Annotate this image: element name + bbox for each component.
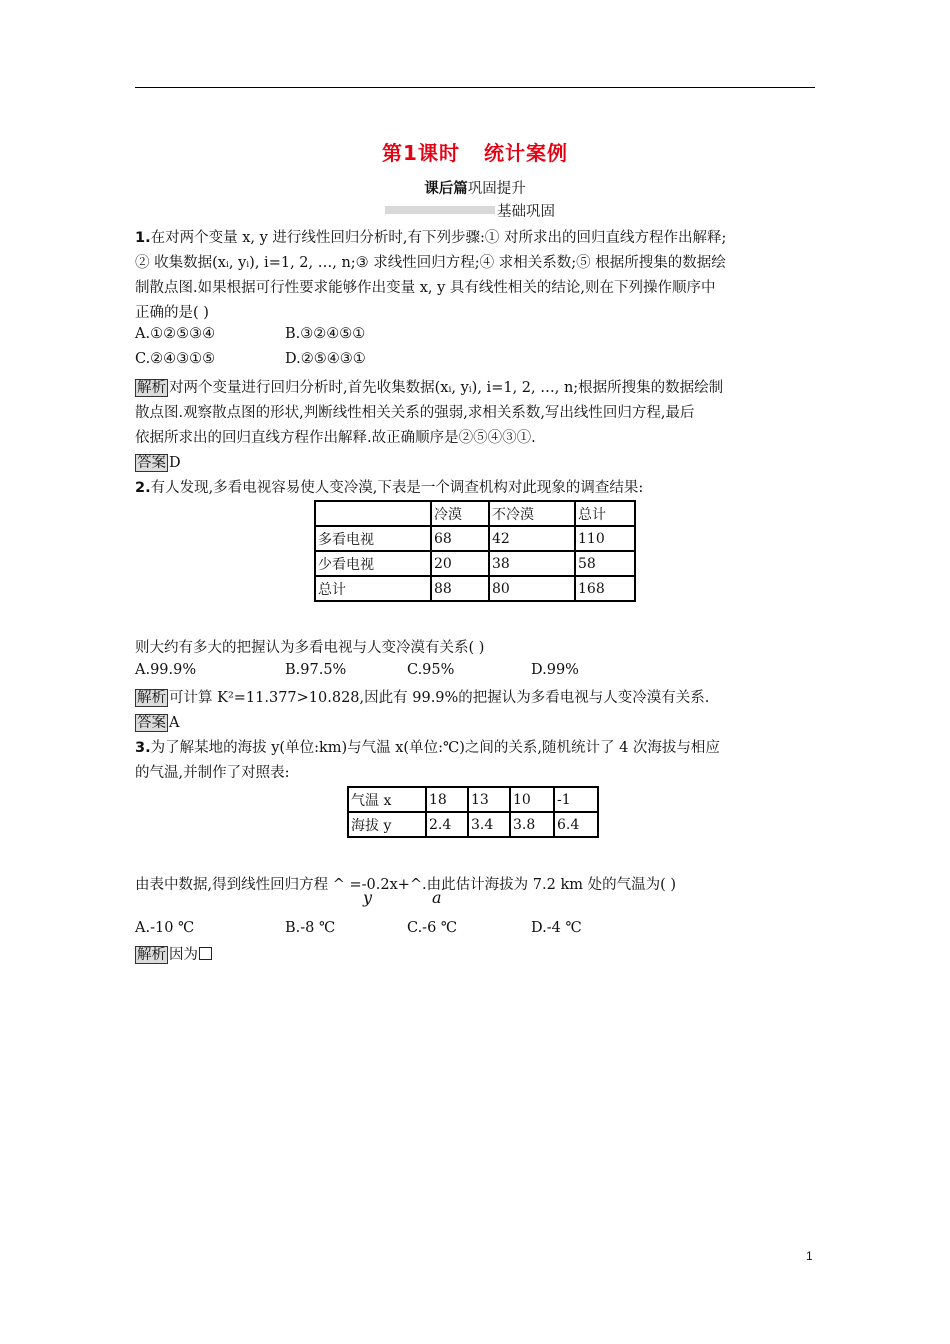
table-cell: 88 bbox=[431, 576, 489, 601]
q3-option-c: C.-6 ℃ bbox=[407, 920, 458, 936]
q3-table bbox=[347, 786, 599, 838]
table-cell: 少看电视 bbox=[315, 551, 431, 576]
subhead-rest: 巩固提升 bbox=[467, 181, 526, 197]
table-cell: 总计 bbox=[315, 576, 431, 601]
table-cell: -1 bbox=[554, 787, 598, 812]
section-label: 基础巩固 bbox=[497, 204, 555, 220]
table-cell: 58 bbox=[575, 551, 635, 576]
table-cell: 38 bbox=[489, 551, 575, 576]
q1-text1: 在对两个变量 x, y 进行线性回归分析时,有下列步骤:① 对所求出的回归直线方程作出解释; bbox=[150, 230, 727, 246]
missing-glyph-icon bbox=[199, 947, 212, 960]
table-cell: 42 bbox=[489, 526, 575, 551]
q3-option-a: A.-10 ℃ bbox=[135, 920, 195, 936]
page-number: 1 bbox=[806, 1249, 813, 1263]
q3-line2: 的气温,并制作了对照表: bbox=[135, 765, 290, 781]
table-cell: 海拔 y bbox=[348, 812, 426, 837]
q3-analysis-text: 因为 bbox=[169, 947, 198, 963]
q3-stem: 由表中数据,得到线性回归方程 ^ =-0.2x+^.由此估计海拔为 7.2 km 处的气温为( ) bbox=[135, 877, 677, 893]
table-cell: 2.4 bbox=[426, 812, 468, 837]
table-cell: 18 bbox=[426, 787, 468, 812]
q3-option-d: D.-4 ℃ bbox=[531, 920, 582, 936]
q2-analysis bbox=[135, 686, 815, 711]
q3-line1 bbox=[135, 736, 815, 761]
q2-number: 2. bbox=[135, 480, 151, 496]
page-title bbox=[0, 137, 950, 166]
table-row bbox=[315, 551, 635, 576]
table-cell: 不冷漠 bbox=[489, 501, 575, 526]
table-row bbox=[348, 787, 598, 812]
section-heading bbox=[385, 200, 565, 220]
table-cell: 168 bbox=[575, 576, 635, 601]
q2-table bbox=[314, 500, 636, 602]
table-cell: 总计 bbox=[575, 501, 635, 526]
q2-answer bbox=[135, 711, 815, 736]
q1-line1 bbox=[135, 226, 815, 251]
analysis-tag: 解析 bbox=[137, 947, 166, 963]
q1-option-a: A.①②⑤③④ bbox=[135, 326, 216, 342]
table-cell: 冷漠 bbox=[431, 501, 489, 526]
q1-line4: 正确的是( ) bbox=[135, 305, 209, 321]
analysis-tag: 解析 bbox=[137, 690, 166, 706]
q2-stem bbox=[135, 476, 815, 501]
q1-option-d: D.②⑤④③① bbox=[285, 351, 366, 367]
answer-tag: 答案 bbox=[137, 715, 166, 731]
table-cell bbox=[315, 501, 431, 526]
q2-option-d: D.99% bbox=[531, 662, 579, 678]
topic-label: 统计案例 bbox=[483, 141, 568, 165]
table-cell: 3.4 bbox=[468, 812, 510, 837]
analysis-tag: 解析 bbox=[137, 380, 166, 396]
q1-answer bbox=[135, 451, 815, 476]
q2-question: 则大约有多大的把握认为多看电视与人变冷漠有关系( ) bbox=[135, 640, 485, 656]
subheading bbox=[0, 177, 950, 198]
q3-number: 3. bbox=[135, 740, 151, 756]
q1-analysis-text1: 对两个变量进行回归分析时,首先收集数据(xᵢ, yᵢ), i=1, 2, …, n;根据所搜集的数据绘制 bbox=[169, 380, 724, 396]
hat-a-symbol: a bbox=[432, 888, 442, 907]
q1-answer-value: D bbox=[169, 455, 181, 471]
table-cell: 气温 x bbox=[348, 787, 426, 812]
q3-analysis bbox=[135, 943, 815, 968]
table-row bbox=[348, 812, 598, 837]
q2-option-b: B.97.5% bbox=[285, 662, 347, 678]
table-cell: 6.4 bbox=[554, 812, 598, 837]
q2-option-c: C.95% bbox=[407, 662, 455, 678]
header-rule bbox=[135, 87, 815, 88]
section-bar bbox=[385, 206, 495, 214]
table-row bbox=[315, 526, 635, 551]
q2-option-a: A.99.9% bbox=[135, 662, 197, 678]
table-cell: 13 bbox=[468, 787, 510, 812]
subhead-bold: 课后篇 bbox=[424, 181, 468, 197]
q3-line1-text: 为了解某地的海拔 y(单位:km)与气温 x(单位:℃)之间的关系,随机统计了 4 次海拔与相应 bbox=[150, 740, 720, 756]
q2-stem-text: 有人发现,多看电视容易使人变冷漠,下表是一个调查机构对此现象的调查结果: bbox=[150, 480, 644, 496]
q1-option-b: B.③②④⑤① bbox=[285, 326, 366, 342]
q1-option-c: C.②④③①⑤ bbox=[135, 351, 216, 367]
q2-answer-value: A bbox=[169, 715, 180, 731]
table-cell: 3.8 bbox=[510, 812, 554, 837]
answer-tag: 答案 bbox=[137, 455, 166, 471]
q1-line2: ② 收集数据(xᵢ, yᵢ), i=1, 2, …, n;③ 求线性回归方程;④ 求相关系数;⑤ 根据所搜集的数据绘 bbox=[135, 255, 726, 271]
q1-analysis-line2: 散点图.观察散点图的形状,判断线性相关关系的强弱,求相关系数,写出线性回归方程,最后 bbox=[135, 405, 695, 421]
q1-analysis-line3: 依据所求出的回归直线方程作出解释.故正确顺序是②⑤④③①. bbox=[135, 430, 536, 446]
hat-y-symbol: y bbox=[363, 888, 373, 907]
q3-option-b: B.-8 ℃ bbox=[285, 920, 336, 936]
table-cell: 10 bbox=[510, 787, 554, 812]
table-cell: 20 bbox=[431, 551, 489, 576]
table-row bbox=[315, 501, 635, 526]
table-row bbox=[315, 576, 635, 601]
lesson-label: 第1课时 bbox=[382, 141, 460, 165]
table-cell: 80 bbox=[489, 576, 575, 601]
q1-analysis-line1 bbox=[135, 376, 815, 401]
q1-number: 1. bbox=[135, 230, 151, 246]
q2-analysis-text: 可计算 K²=11.377>10.828,因此有 99.9%的把握认为多看电视与人变冷漠有关系. bbox=[169, 690, 710, 706]
table-cell: 多看电视 bbox=[315, 526, 431, 551]
table-cell: 68 bbox=[431, 526, 489, 551]
table-cell: 110 bbox=[575, 526, 635, 551]
q1-line3: 制散点图.如果根据可行性要求能够作出变量 x, y 具有线性相关的结论,则在下列操作顺序中 bbox=[135, 280, 716, 296]
